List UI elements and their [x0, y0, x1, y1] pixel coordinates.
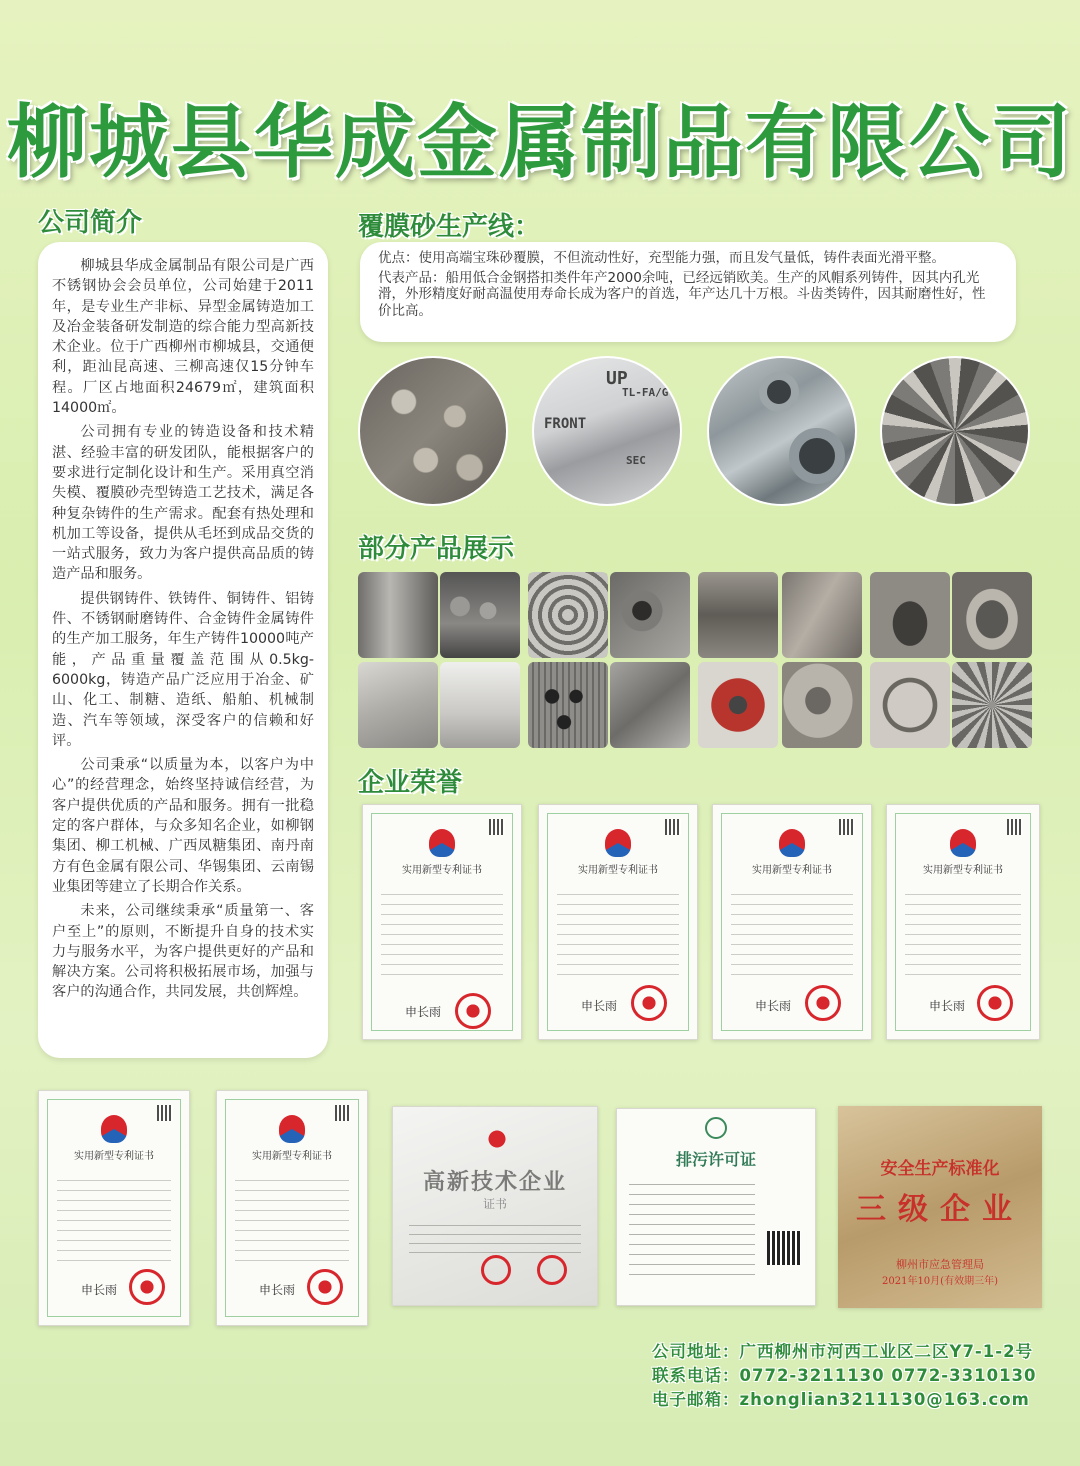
product-photo [358, 662, 438, 748]
qr-code-icon [1007, 819, 1023, 835]
intro-paragraph: 柳城县华成金属制品有限公司是广西不锈钢协会会员单位，公司始建于2011年，是专业生产非标、异型金属铸造加工及冶金装备研发制造的综合能力型高新技术企业。位于广西柳州市柳城县，交通便利，距汕昆高速、三柳高速仅15分钟车程。厂区占地面积24679㎡，建筑面积14000㎡。 [52, 258, 314, 417]
product-photo [952, 572, 1032, 658]
product-photo [528, 572, 608, 658]
photo-text-up: UP [606, 368, 628, 389]
film-products: 代表产品：船用低合金钢搭扣类件年产2000余吨，已经远销欧美。生产的风帽系列铸件，因其内孔光滑，外形精度好耐高温使用寿命长成为客户的首选，年产达几十万根。斗齿类铸件，因其耐磨性好，性价比高。 [378, 269, 986, 319]
patent-certificate [362, 804, 522, 1040]
discharge-permit [616, 1108, 816, 1306]
phone-value: 0772-3211130 0772-3310130 [739, 1366, 1037, 1385]
photo-text-model: TL-FA/G [622, 386, 669, 399]
signature: 申长雨 [755, 999, 792, 1013]
product-photo [782, 662, 862, 748]
film-box [360, 242, 1016, 342]
patent-certificate [538, 804, 698, 1040]
environment-logo-icon [705, 1117, 727, 1139]
product-photo [610, 572, 690, 658]
safety-level: 三级企业 [856, 1192, 1024, 1227]
safety-plaque [838, 1106, 1042, 1308]
certificate-title: 实用新型专利证书 [252, 1151, 332, 1162]
intro-box [38, 242, 328, 1058]
product-photo [698, 662, 778, 748]
product-photo [610, 662, 690, 748]
official-seal-icon [537, 1255, 567, 1285]
hitech-subtitle: 证书 [482, 1197, 507, 1211]
official-seal-icon [805, 985, 841, 1021]
official-seal-icon [977, 985, 1013, 1021]
certificate-title: 实用新型专利证书 [402, 865, 482, 876]
product-photo [358, 572, 438, 658]
signature: 申长雨 [81, 1283, 118, 1297]
phone-label: 联系电话： [652, 1366, 740, 1385]
official-seal-icon [631, 985, 667, 1021]
buckle-casting-photo [532, 356, 682, 506]
safety-issuer: 柳州市应急管理局 [896, 1258, 984, 1271]
patent-logo-icon [605, 829, 631, 857]
product-photo [952, 662, 1032, 748]
photo-text-front: FRONT [544, 416, 587, 432]
certificate-title: 实用新型专利证书 [74, 1151, 154, 1162]
qr-code-icon [335, 1105, 351, 1121]
qr-code-icon [665, 819, 681, 835]
intro-paragraph: 公司拥有专业的铸造设备和技术精湛、经验丰富的研发团队，能根据客户的要求进行定制化设计和生产。采用真空消失模、覆膜砂壳型铸造工艺技术，满足各种复杂铸件的生产需求。配套有热处理和机加工等设备，提供从毛坯到成品交货的一站式服务，致力为客户提供高品质的铸造产品和服务。 [52, 424, 314, 583]
official-seal-icon [129, 1269, 165, 1305]
email-value: zhonglian3211130@163.com [739, 1390, 1030, 1409]
blade-casting-photo [880, 356, 1030, 506]
intro-heading: 公司简介 [38, 208, 143, 238]
product-photo [698, 572, 778, 658]
product-photo [782, 572, 862, 658]
page-title: 柳城县华成金属制品有限公司 [7, 95, 1073, 189]
hitech-logo-icon [485, 1125, 509, 1153]
certificate-title: 实用新型专利证书 [578, 865, 658, 876]
product-photo [870, 572, 950, 658]
signature: 申长雨 [405, 1005, 442, 1019]
film-advantage: 优点：使用高端宝珠砂覆膜，不但流动性好，充型能力强，而且发气量低，铸件表面光滑平整。 [378, 250, 945, 266]
safety-date: 2021年10月(有效期三年) [882, 1276, 998, 1287]
qr-code-icon [839, 819, 855, 835]
patent-certificate [886, 804, 1040, 1040]
intro-paragraph: 公司秉承“以质量为本，以客户为中心”的经营理念，始终坚持诚信经营，为客户提供优质的产品和服务。拥有一批稳定的客户群体，与众多知名企业，如柳钢集团、柳工机械、广西凤糖集团、南丹南方有色金属有限公司、华锡集团、云南锡业集团等建立了长期合作关系。 [52, 757, 314, 895]
products-heading: 部分产品展示 [358, 534, 515, 564]
signature: 申长雨 [259, 1283, 296, 1297]
patent-logo-icon [950, 829, 976, 857]
honors-heading: 企业荣誉 [358, 768, 463, 798]
certificate-title: 实用新型专利证书 [923, 865, 1003, 876]
address-label: 公司地址： [652, 1342, 740, 1361]
patent-logo-icon [429, 829, 455, 857]
email-label: 电子邮箱： [652, 1390, 740, 1409]
address-value: 广西柳州市河西工业区二区Y7-1-2号 [739, 1342, 1034, 1361]
contact-email [652, 1386, 1030, 1410]
signature: 申长雨 [581, 999, 618, 1013]
hitech-certificate [392, 1106, 598, 1306]
qr-code-icon [489, 819, 505, 835]
official-seal-icon [455, 993, 491, 1029]
certificate-title: 实用新型专利证书 [752, 865, 832, 876]
patent-certificate [216, 1090, 368, 1326]
contact-phone [652, 1362, 1037, 1386]
qr-code-icon [767, 1231, 801, 1265]
film-heading: 覆膜砂生产线： [358, 212, 541, 242]
product-photo [440, 572, 520, 658]
hitech-title: 高新技术企业 [422, 1169, 567, 1195]
intro-paragraph: 未来，公司继续秉承“质量第一、客户至上”的原则，不断提升自身的技术实力与服务水平，为客户提供更好的产品和解决方案。公司将积极拓展市场，加强与客户的沟通合作，共同发展，共创辉煌。 [52, 903, 314, 1001]
contact-address [652, 1338, 1033, 1362]
product-photo [870, 662, 950, 748]
pipe-casting-photo [707, 356, 857, 506]
discharge-title: 排污许可证 [675, 1150, 756, 1169]
patent-certificate [712, 804, 872, 1040]
patent-logo-icon [101, 1115, 127, 1143]
intro-paragraph: 提供钢铸件、铁铸件、铜铸件、铝铸件、不锈钢耐磨铸件、合金铸件金属铸件的生产加工服务，年生产铸件10000吨产能，产品重量覆盖范围从0.5kg-6000kg，铸造产品广泛应用于冶金、矿山、化工、制糖、造纸、船舶、机械制造、汽车等领域，深受客户的信赖和好评。 [52, 590, 314, 749]
official-seal-icon [481, 1255, 511, 1285]
photo-text-sec: SEC [626, 454, 646, 467]
patent-certificate [38, 1090, 190, 1326]
castings-photo [358, 356, 508, 506]
official-seal-icon [307, 1269, 343, 1305]
patent-logo-icon [279, 1115, 305, 1143]
safety-title: 安全生产标准化 [880, 1159, 1000, 1179]
product-photo [528, 662, 608, 748]
patent-logo-icon [779, 829, 805, 857]
signature: 申长雨 [929, 999, 966, 1013]
product-photo [440, 662, 520, 748]
qr-code-icon [157, 1105, 173, 1121]
